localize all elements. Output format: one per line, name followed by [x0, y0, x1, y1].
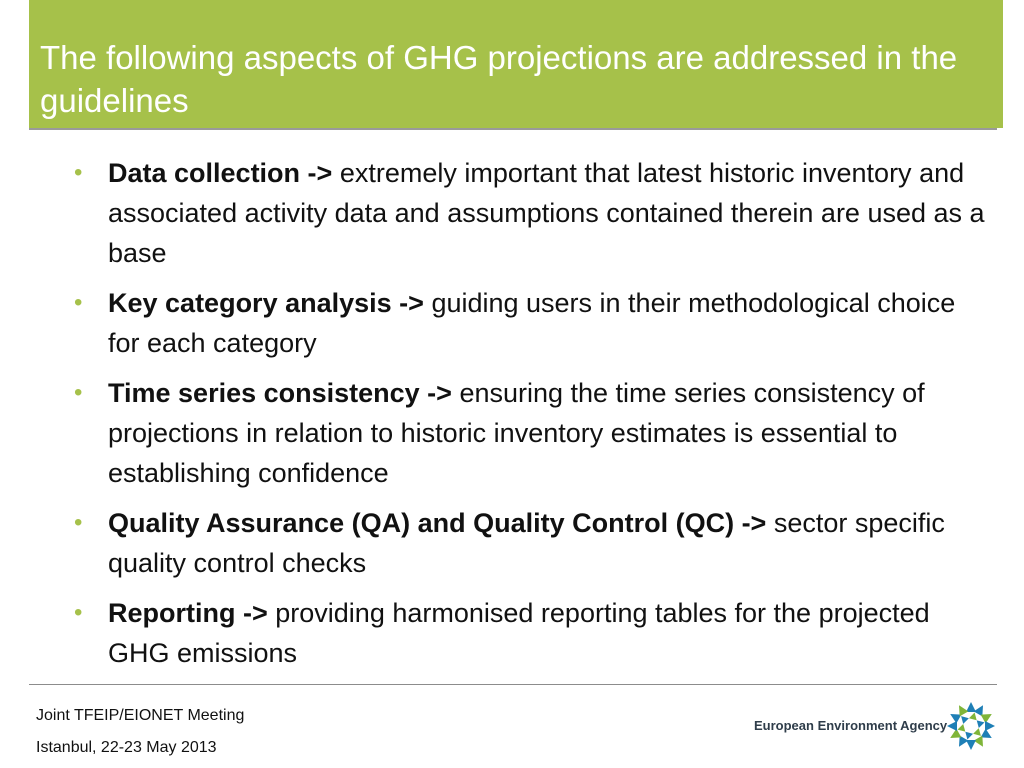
slide-title: The following aspects of GHG projections are addressed in the guidelines [40, 39, 958, 119]
bullet-term: Key category analysis -> [108, 288, 424, 318]
eea-logo-icon [946, 701, 996, 751]
bullet-list [74, 153, 994, 683]
bullet-term: Reporting -> [108, 598, 268, 628]
bullet-text: extremely important that latest historic inventory and associated activity data and assumptions contained therein are used as a base [108, 158, 985, 268]
bullet-term: Time series consistency -> [108, 378, 452, 408]
bullet-item-key-category-analysis [74, 283, 994, 363]
bullet-item-data-collection [74, 153, 994, 273]
agency-name: European Environment Agency [754, 718, 948, 733]
footer-divider [29, 684, 997, 685]
bullet-text: guiding users in their methodological choice for each category [108, 288, 956, 358]
footer-location-date: Istanbul, 22-23 May 2013 [36, 739, 217, 756]
logo-center [966, 721, 976, 731]
bullet-text: sector specific quality control checks [108, 508, 945, 578]
bullet-text: providing harmonised reporting tables for the projected GHG emissions [108, 598, 930, 668]
title-bar [29, 0, 1003, 128]
title-divider [29, 128, 997, 130]
bullet-icon: • [74, 599, 83, 626]
bullet-icon: • [74, 509, 83, 536]
bullet-term: Data collection -> [108, 158, 333, 188]
bullet-term: Quality Assurance (QA) and Quality Control (QC) -> [108, 508, 767, 538]
bullet-icon: • [74, 289, 83, 316]
bullet-icon: • [74, 159, 83, 186]
footer-meeting-name: Joint TFEIP/EIONET Meeting [36, 707, 245, 724]
bullet-icon: • [74, 379, 83, 406]
bullet-item-time-series-consistency [74, 373, 994, 493]
bullet-item-reporting [74, 593, 994, 673]
bullet-text: ensuring the time series consistency of projections in relation to historic inventory estimates is essential to establishing confidence [108, 378, 925, 488]
bullet-item-quality-assurance-control [74, 503, 994, 583]
